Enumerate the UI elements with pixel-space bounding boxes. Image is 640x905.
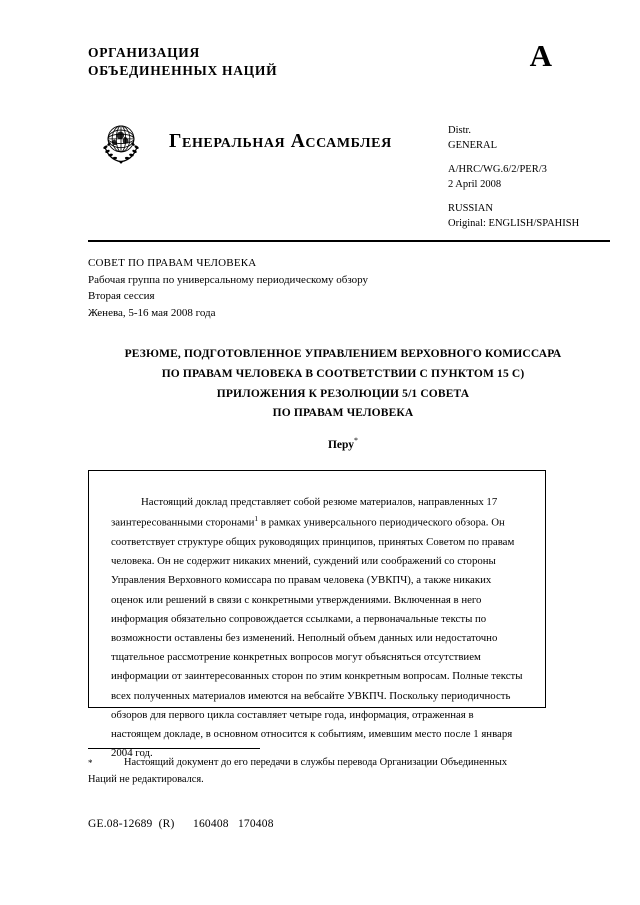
- summary-segment-2: в рамках универсального периодического обзора. Он соответствует структуре общих руководящих принципов, принятых Советом по правам человека. Он не содержит никаких мнений, суждений или соображений со стороны Управления Верховного комиссара по правам человека (УВКПЧ), а также никаких оценок или решений в связи с конкретными утверждениями. Включенная в него информация обязательно сопровождается ссылками, а первоначальные тексты по возможности оставлены без изменений. Неполный объем данных или недостаточно тщательное рассмотрение конкретных вопросов могут объясняться отсутствием информации от заинтересованных сторон по этим конкретным вопросам. Полные тексты всех полученных материалов имеются на вебсайте УВКПЧ. Поскольку периодичность обзоров для первого цикла составляет четыре года, информация, отраженная в настоящем докладе, в основном относится к событиям, имевшим место после 1 января 2004 год.: [111, 516, 523, 760]
- document-language: RUSSIAN: [448, 202, 493, 214]
- distr-value: GENERAL: [448, 139, 497, 151]
- page-title-line2: ПО ПРАВАМ ЧЕЛОВЕКА В СООТВЕТСТВИИ С ПУНКТОМ 15 С): [161, 367, 525, 380]
- spacer: [448, 193, 579, 202]
- organization-name: [88, 44, 552, 80]
- council-name: СОВЕТ ПО ПРАВАМ ЧЕЛОВЕКА: [88, 257, 257, 269]
- assembly-heading: [95, 116, 392, 168]
- document-symbol-letter: A: [529, 38, 552, 73]
- document-date: 2 April 2008: [448, 178, 502, 190]
- summary-segment-1: Настоящий доклад представляет собой резюме материалов, направленных 17 заинтересованными сторонами: [111, 496, 498, 529]
- spacer: [448, 154, 579, 163]
- country-name-heading: [88, 436, 598, 451]
- working-group: Рабочая группа по универсальному периодическому обзору: [88, 273, 369, 286]
- council-block: [88, 255, 368, 322]
- distribution-block: [448, 124, 579, 231]
- document-original-language: Original: ENGLISH/SPAHISH: [448, 217, 580, 229]
- country-footnote-marker: *: [354, 436, 359, 445]
- distr-label: Distr.: [448, 125, 472, 136]
- summary-footnote-ref: 1: [254, 514, 259, 524]
- footnote-text: Настоящий документ до его передачи в службы перевода Организации Объединенных Наций не редактировался.: [88, 757, 508, 785]
- summary-box: [88, 470, 546, 760]
- footnote: [88, 755, 528, 788]
- country-name: Перу: [327, 438, 355, 451]
- document-symbol-code: A/HRC/WG.6/2/PER/3: [448, 163, 547, 175]
- page-title-line3: ПРИЛОЖЕНИЯ К РЕЗОЛЮЦИИ 5/1 СОВЕТА: [216, 387, 470, 400]
- footnote-text-wrap: [88, 755, 528, 788]
- assembly-title: Генеральная Ассамблея: [169, 131, 392, 152]
- summary-paragraph: [111, 493, 525, 763]
- page-title: [88, 345, 598, 424]
- session: Вторая сессия: [88, 290, 155, 303]
- page-title-line4: ПО ПРАВАМ ЧЕЛОВЕКА: [272, 407, 414, 420]
- session-venue-date: Женева, 5-16 мая 2008 года: [88, 307, 216, 320]
- footnote-divider: [88, 748, 260, 749]
- un-emblem-icon: [95, 116, 147, 168]
- organization-name-line2: ОБЪЕДИНЕННЫХ НАЦИЙ: [88, 63, 278, 79]
- page-title-line1: РЕЗЮМЕ, ПОДГОТОВЛЕННОЕ УПРАВЛЕНИЕМ ВЕРХОВНОГО КОМИССАРА: [124, 348, 562, 360]
- header-divider: [88, 240, 610, 242]
- job-number: GE.08-12689 (R) 160408 170408: [88, 818, 274, 830]
- footnote-marker: *: [88, 758, 93, 768]
- organization-name-line1: ОРГАНИЗАЦИЯ: [88, 45, 200, 60]
